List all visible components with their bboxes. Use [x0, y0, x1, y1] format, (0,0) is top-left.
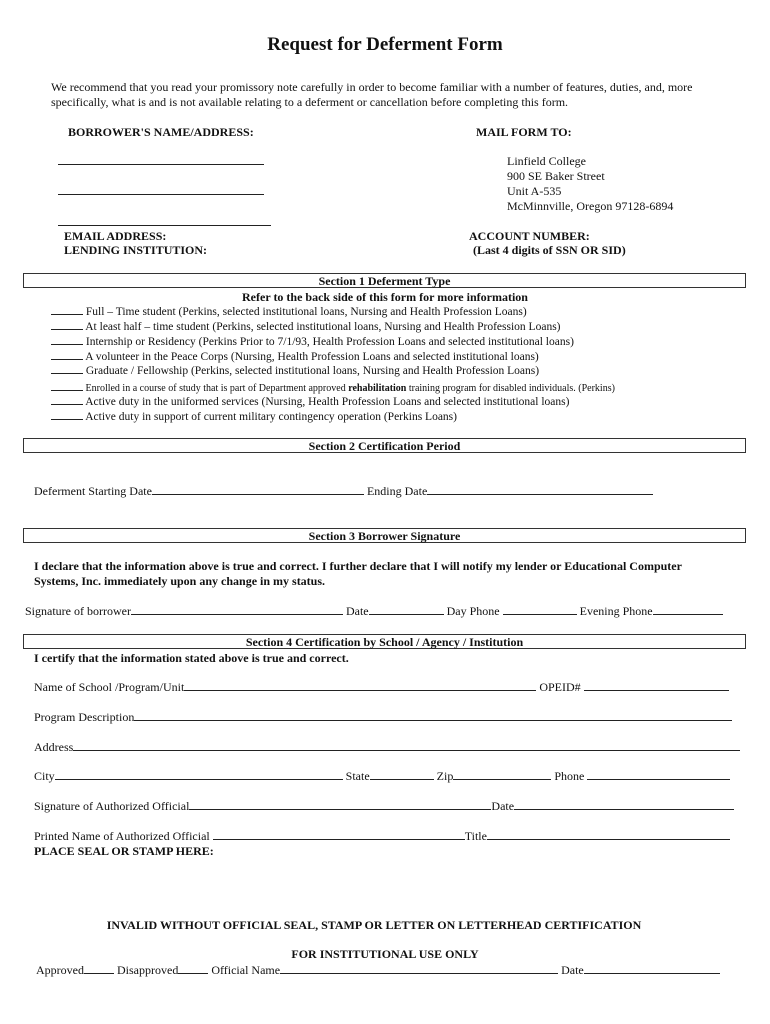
- option-label: At least half – time student (Perkins, selected institutional loans, Nursing and Health Profession Loans): [85, 321, 561, 333]
- city-label: City: [34, 769, 55, 783]
- state-label: State: [345, 769, 370, 783]
- city-row: [34, 769, 730, 784]
- deferment-option-rehabilitation[interactable]: [51, 380, 615, 394]
- option-label: Active duty in the uniformed services (Nursing, Health Profession Loans and selected institutional loans): [85, 396, 570, 408]
- checkbox-blank[interactable]: [51, 394, 83, 405]
- day-phone-label: Day Phone: [446, 604, 500, 618]
- deferment-option-full-time[interactable]: [51, 304, 527, 318]
- ending-date-field[interactable]: [427, 484, 653, 495]
- borrower-line-3[interactable]: [58, 225, 271, 226]
- disapproved-field[interactable]: [178, 963, 208, 974]
- account-number-label: ACCOUNT NUMBER:: [469, 229, 590, 243]
- title-label: Title: [464, 829, 487, 843]
- printed-name-row: [34, 829, 730, 844]
- email-label: EMAIL ADDRESS:: [64, 229, 167, 243]
- phone-label: Phone: [554, 769, 585, 783]
- option-label-pre: Enrolled in a course of study that is part of Department approved: [85, 383, 349, 394]
- checkbox-blank[interactable]: [51, 409, 83, 420]
- opeid-label: OPEID#: [539, 680, 581, 694]
- deferment-option-uniformed-services[interactable]: [51, 394, 569, 408]
- option-label-bold: rehabilitation: [348, 383, 407, 394]
- intro-text: We recommend that you read your promissory note carefully in order to become familiar with a number of features, duties, and, more specifically, what is and is not available relating to a deferment or cancellation before completing this form.: [51, 80, 693, 109]
- mail-line-4: McMinnville, Oregon 97128-6894: [507, 199, 674, 213]
- certification-period-row: [34, 484, 653, 499]
- official-name-field[interactable]: [280, 963, 558, 974]
- address-row: [34, 740, 740, 755]
- option-label: A volunteer in the Peace Corps (Nursing, Health Profession Loans and selected institutional loans): [85, 351, 539, 363]
- checkbox-blank[interactable]: [51, 319, 83, 330]
- authorized-signature-label: Signature of Authorized Official: [34, 799, 190, 813]
- section-2-header: Section 2 Certification Period: [23, 438, 746, 453]
- deferment-option-military-contingency[interactable]: [51, 409, 457, 423]
- evening-phone-field[interactable]: [653, 604, 723, 615]
- seal-stamp-area[interactable]: [35, 858, 735, 908]
- institutional-use-heading: FOR INSTITUTIONAL USE ONLY: [291, 947, 479, 961]
- approved-field[interactable]: [84, 963, 114, 974]
- option-label: Internship or Residency (Perkins Prior to 7/1/93, Health Profession Loans and selected institutional loans): [85, 336, 574, 348]
- mail-form-to-label: MAIL FORM TO:: [476, 125, 572, 139]
- deferment-option-graduate[interactable]: [51, 363, 539, 377]
- option-label-post: training program for disabled individuals. (Perkins): [406, 383, 615, 394]
- school-label: Name of School /Program/Unit: [34, 680, 185, 694]
- footer-date-field[interactable]: [584, 963, 720, 974]
- printed-name-label: Printed Name of Authorized Official: [34, 829, 210, 843]
- authorized-date-field[interactable]: [514, 799, 734, 810]
- borrower-line-2[interactable]: [58, 194, 264, 195]
- invalid-notice: INVALID WITHOUT OFFICIAL SEAL, STAMP OR LETTER ON LETTERHEAD CERTIFICATION: [106, 918, 642, 932]
- school-field[interactable]: [184, 680, 536, 691]
- borrower-line-1[interactable]: [58, 164, 264, 165]
- address-label: Address: [34, 740, 74, 754]
- starting-date-label: Deferment Starting Date: [34, 484, 152, 498]
- authorized-date-label: Date: [491, 799, 515, 813]
- official-name-label: Official Name: [211, 963, 281, 977]
- borrower-name-label: BORROWER'S NAME/ADDRESS:: [68, 125, 254, 139]
- date-label: Date: [345, 604, 369, 618]
- zip-field[interactable]: [453, 769, 551, 780]
- state-field[interactable]: [370, 769, 434, 780]
- declaration-line-1: I declare that the information above is true and correct. I further declare that I will notify my lender or Educational Computer: [34, 559, 682, 573]
- deferment-option-half-time[interactable]: [51, 319, 561, 333]
- day-phone-field[interactable]: [503, 604, 577, 615]
- option-label: Full – Time student (Perkins, selected institutional loans, Nursing and Health Profession Loans): [85, 306, 527, 318]
- checkbox-blank[interactable]: [51, 334, 83, 345]
- mail-line-2: 900 SE Baker Street: [507, 169, 605, 183]
- program-description-field[interactable]: [134, 710, 732, 721]
- deferment-option-internship[interactable]: [51, 334, 574, 348]
- opeid-field[interactable]: [584, 680, 729, 691]
- mail-line-3: Unit A-535: [507, 184, 562, 198]
- signature-of-borrower-label: Signature of borrower: [25, 604, 131, 618]
- starting-date-field[interactable]: [152, 484, 364, 495]
- authorized-signature-field[interactable]: [189, 799, 491, 810]
- checkbox-blank[interactable]: [51, 380, 83, 391]
- option-label: Active duty in support of current military contingency operation (Perkins Loans): [85, 411, 457, 423]
- section-1-subtitle: Refer to the back side of this form for more information: [242, 290, 528, 304]
- city-field[interactable]: [55, 769, 343, 780]
- phone-field[interactable]: [587, 769, 730, 780]
- borrower-signature-field[interactable]: [131, 604, 343, 615]
- borrower-signature-row: [25, 604, 723, 619]
- evening-phone-label: Evening Phone: [579, 604, 653, 618]
- deferment-option-peace-corps[interactable]: [51, 349, 539, 363]
- lending-institution-label: LENDING INSTITUTION:: [64, 243, 208, 257]
- option-label: Graduate / Fellowship (Perkins, selected institutional loans, Nursing and Health Profession Loans): [85, 365, 540, 377]
- institutional-row: [36, 963, 720, 978]
- checkbox-blank[interactable]: [51, 304, 83, 315]
- school-row: [34, 680, 729, 695]
- section-3-header: Section 3 Borrower Signature: [23, 528, 746, 543]
- section-4-header: Section 4 Certification by School / Agency / Institution: [23, 634, 746, 649]
- checkbox-blank[interactable]: [51, 349, 83, 360]
- zip-label: Zip: [436, 769, 454, 783]
- certify-statement: I certify that the information stated above is true and correct.: [34, 651, 349, 665]
- disapproved-label: Disapproved: [117, 963, 179, 977]
- seal-stamp-label: PLACE SEAL OR STAMP HERE:: [34, 844, 214, 858]
- footer-date-label: Date: [561, 963, 584, 977]
- mail-line-1: Linfield College: [507, 154, 586, 168]
- approved-label: Approved: [36, 963, 84, 977]
- ending-date-label: Ending Date: [366, 484, 428, 498]
- title-field[interactable]: [487, 829, 730, 840]
- section-1-header: Section 1 Deferment Type: [23, 273, 746, 288]
- authorized-signature-row: [34, 799, 734, 814]
- program-row: [34, 710, 732, 725]
- page-title: Request for Deferment Form: [267, 34, 503, 55]
- program-description-label: Program Description: [34, 710, 135, 724]
- address-field[interactable]: [73, 740, 740, 751]
- declaration-line-2: Systems, Inc. immediately upon any change in my status.: [34, 574, 326, 588]
- borrower-date-field[interactable]: [369, 604, 444, 615]
- account-number-sub: (Last 4 digits of SSN OR SID): [473, 243, 626, 257]
- checkbox-blank[interactable]: [51, 363, 83, 374]
- printed-name-field[interactable]: [213, 829, 465, 840]
